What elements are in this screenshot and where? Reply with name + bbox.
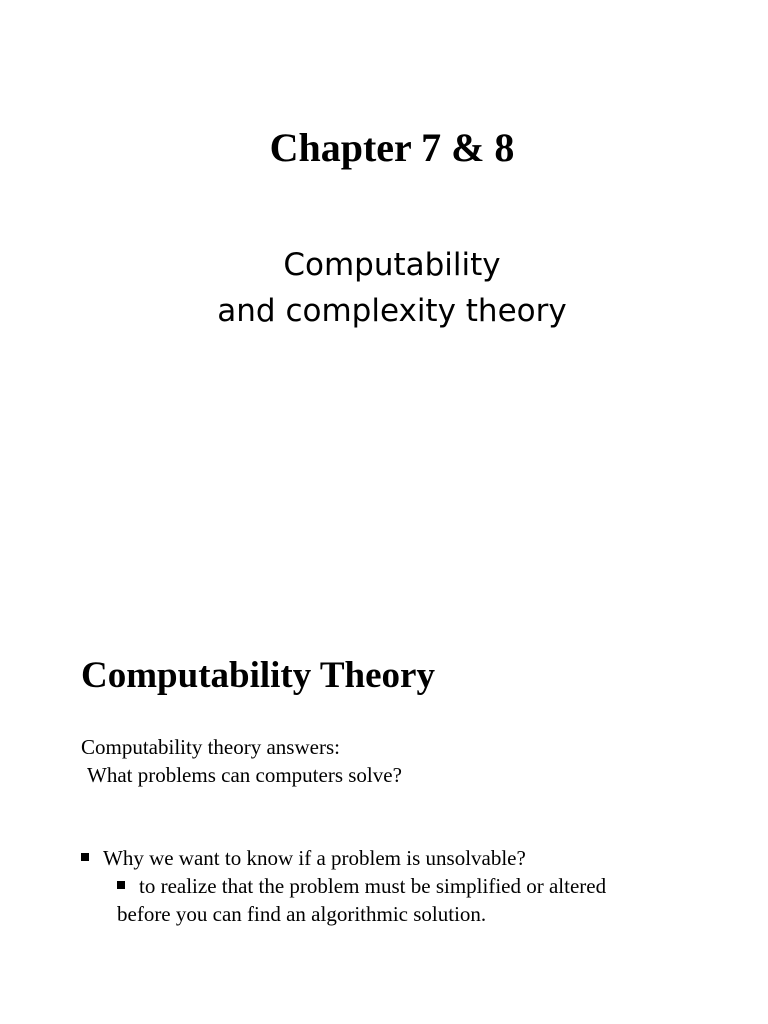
- slide-computability-theory: [0, 512, 768, 1024]
- bullet-text: Why we want to know if a problem is unsolvable?: [103, 846, 526, 870]
- subtitle-line-2: and complexity theory: [217, 293, 567, 329]
- sub-bullet-text-line-1: to realize that the problem must be simplified or altered: [139, 874, 607, 898]
- square-bullet-icon: [81, 853, 89, 861]
- subtitle-line-1: Computability: [283, 247, 501, 283]
- sub-bullet-item: [117, 872, 606, 900]
- sub-bullet-text-line-2: before you can find an algorithmic solution.: [117, 902, 487, 926]
- square-bullet-icon: [117, 881, 125, 889]
- chapter-title: Chapter 7 & 8: [269, 125, 515, 170]
- chapter-subtitle: [0, 242, 768, 334]
- intro-line-1: Computability theory answers:: [81, 735, 340, 759]
- intro-line-2: What problems can computers solve?: [87, 763, 402, 787]
- section-title: Computability Theory: [81, 655, 435, 696]
- bullet-item: [81, 844, 526, 872]
